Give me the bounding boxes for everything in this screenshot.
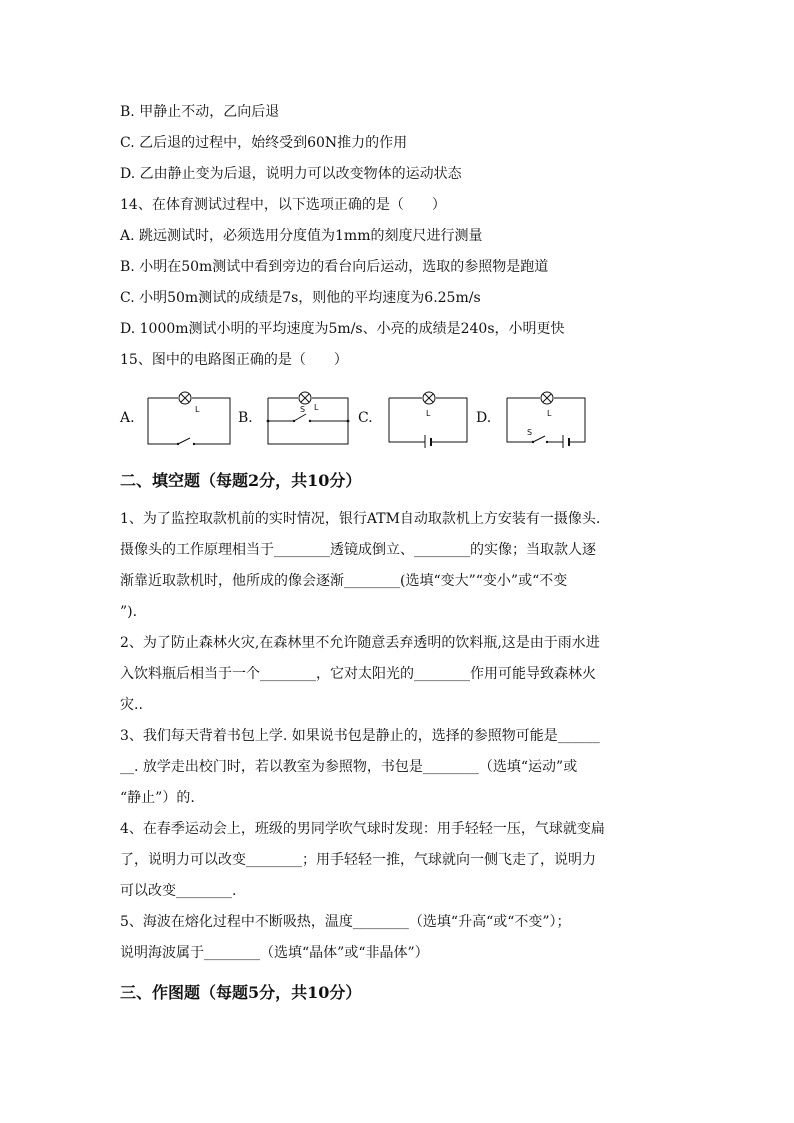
lamp-label: L	[547, 409, 552, 418]
q14-option-a: A. 跳远测试时，必须选用分度值为1mm的刻度尺进行测量	[120, 228, 483, 244]
switch-label: S	[300, 405, 306, 414]
circuit-diagram-b	[264, 388, 352, 448]
q15-label-b: B.	[238, 410, 253, 426]
q1-line-2: 摄像头的工作原理相当于________透镜成倒立、________的实像；当取款人逐	[120, 542, 596, 558]
q13-option-c: C. 乙后退的过程中，始终受到60N推力的作用	[120, 135, 408, 151]
q1-line-4: ”).	[120, 604, 138, 620]
q4-line-2: 了，说明力可以改变________；用手轻轻一推，气球就向一侧飞走了，说明力	[120, 852, 596, 868]
switch-label: S	[527, 428, 533, 437]
lamp-label: L	[426, 409, 431, 418]
q13-option-d: D. 乙由静止变为后退，说明力可以改变物体的运动状态	[120, 166, 462, 182]
q15-label-a: A.	[120, 410, 135, 426]
circuit-diagram-a	[146, 388, 232, 448]
q3-line-1: 3、我们每天背着书包上学. 如果说书包是静止的，选择的参照物可能是______	[120, 728, 600, 744]
q4-line-3: 可以改变________.	[120, 883, 237, 899]
q14-option-c: C. 小明50m测试的成绩是7s，则他的平均速度为6.25m/s	[120, 290, 481, 306]
q3-line-3: “静止”）的.	[120, 790, 195, 806]
q14-option-b: B. 小明在50m测试中看到旁边的看台向后运动，选取的参照物是跑道	[120, 259, 549, 275]
lamp-label: L	[314, 403, 319, 412]
q5-line-1: 5、海波在熔化过程中不断吸热，温度________（选填“升高“或“不变”）；	[120, 914, 571, 930]
q2-line-2: 入饮料瓶后相当于一个________，它对太阳光的________作用可能导致森林火	[120, 666, 596, 682]
circuit-diagram-c	[385, 388, 471, 448]
q3-line-2: __. 放学走出校门时，若以教室为参照物，书包是________（选填“运动”或	[120, 759, 578, 775]
q2-line-1: 2、为了防止森林火灾,在森林里不允许随意丢弃透明的饮料瓶,这是由于雨水进	[120, 635, 600, 651]
q2-line-3: 灾..	[120, 697, 143, 713]
q14-stem: 14、在体育测试过程中，以下选项正确的是（ ）	[120, 197, 446, 213]
section-heading-drawing: 三、作图题（每题5分，共10分）	[120, 983, 362, 1002]
q1-line-1: 1、为了监控取款机前的实时情况，银行ATM自动取款机上方安装有一摄像头.	[120, 511, 601, 527]
q4-line-1: 4、在春季运动会上，班级的男同学吹气球时发现：用手轻轻一压，气球就变扁	[120, 821, 605, 837]
q5-line-2: 说明海波属于________（选填“晶体”或“非晶体”）	[120, 945, 429, 961]
circuit-diagram-d	[503, 388, 589, 448]
q15-label-c: C.	[358, 410, 373, 426]
lamp-label: L	[195, 405, 200, 414]
q1-line-3: 渐靠近取款机时，他所成的像会逐渐________(选填“变大”“变小”或“不变	[120, 573, 568, 589]
section-heading-fill-blank: 二、填空题（每题2分，共10分）	[120, 471, 362, 490]
q15-stem: 15、图中的电路图正确的是（ ）	[120, 352, 348, 368]
q15-label-d: D.	[476, 410, 492, 426]
q13-option-b: B. 甲静止不动，乙向后退	[120, 104, 280, 120]
q14-option-d: D. 1000m测试小明的平均速度为5m/s、小亮的成绩是240s，小明更快	[120, 321, 565, 337]
